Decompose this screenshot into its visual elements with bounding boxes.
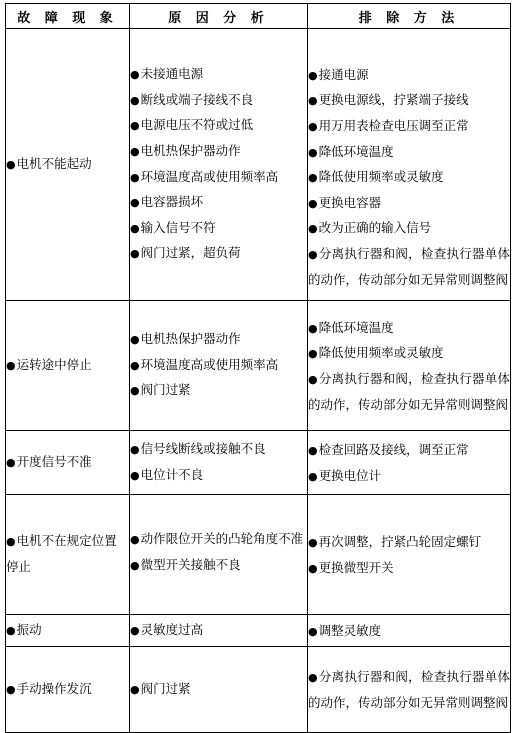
bullet-icon: ●	[130, 682, 140, 696]
cause-item	[130, 190, 307, 216]
remedy-item	[308, 88, 510, 114]
fault-cell	[6, 431, 130, 495]
bullet-icon: ●	[6, 157, 16, 171]
fault-text: 开度信号不准	[16, 453, 92, 469]
cause-text: 阀门过紧	[140, 382, 191, 398]
header-fault: 故 障 现 象	[6, 4, 130, 29]
table-row	[6, 29, 511, 301]
bullet-icon: ●	[308, 171, 318, 185]
cause-item	[130, 378, 307, 404]
cause-text: 未接通电源	[140, 66, 204, 82]
fault-cell	[6, 647, 130, 733]
fault-cell	[6, 615, 130, 647]
remedy-item	[308, 242, 510, 292]
cause-cell	[130, 29, 308, 301]
cause-item	[130, 88, 307, 114]
cause-text: 环境温度高或使用频率高	[140, 168, 279, 184]
remedy-text: 分离执行器和阀，检查执行器单体的动作，传动部分如无异常则调整阀	[308, 245, 510, 287]
remedy-item	[308, 216, 510, 242]
bullet-icon: ●	[308, 94, 318, 108]
remedy-item	[308, 464, 510, 490]
fault-cell	[6, 301, 130, 431]
cause-item	[130, 113, 307, 139]
remedy-item	[308, 341, 510, 367]
bullet-icon: ●	[6, 535, 16, 549]
bullet-icon: ●	[6, 682, 16, 696]
cause-text: 电位计不良	[140, 466, 204, 482]
troubleshooting-table	[5, 3, 511, 733]
cause-item	[130, 553, 307, 579]
cause-cell	[130, 431, 308, 495]
remedy-item	[308, 140, 510, 166]
remedy-text: 分离执行器和阀，检查执行器单体的动作，传动部分如无异常则调整阀	[308, 371, 510, 412]
remedy-item	[308, 530, 510, 556]
remedy-item	[308, 438, 510, 464]
cause-item	[130, 437, 307, 463]
fault-text: 电机不能起动	[16, 155, 92, 171]
remedy-text: 检查回路及接线，调至正常	[318, 441, 469, 457]
remedy-item	[308, 114, 510, 140]
bullet-icon: ●	[308, 535, 318, 549]
bullet-icon: ●	[308, 120, 318, 134]
cause-text: 输入信号不符	[140, 219, 216, 235]
cause-item	[130, 327, 307, 353]
cause-text: 电容器损坏	[140, 194, 204, 210]
bullet-icon: ●	[308, 68, 318, 82]
cause-text: 环境温度高或使用频率高	[140, 356, 279, 372]
bullet-icon: ●	[308, 222, 318, 236]
cause-text: 电机热保护器动作	[140, 142, 241, 158]
cause-item	[130, 353, 307, 379]
remedy-text: 调整灵敏度	[318, 622, 382, 638]
bullet-icon: ●	[308, 561, 318, 575]
table-body	[6, 29, 511, 733]
remedy-cell	[308, 29, 511, 301]
header-cause: 原 因 分 析	[130, 4, 308, 29]
cause-cell	[130, 301, 308, 431]
bullet-icon: ●	[130, 532, 140, 546]
table-row	[6, 495, 511, 615]
table-row	[6, 301, 511, 431]
cause-cell	[130, 495, 308, 615]
remedy-text: 用万用表检查电压调至正常	[318, 118, 469, 134]
remedy-text: 更换电容器	[318, 194, 382, 210]
table-row	[6, 431, 511, 495]
bullet-icon: ●	[308, 624, 318, 638]
bullet-icon: ●	[308, 145, 318, 159]
bullet-icon: ●	[308, 247, 318, 261]
bullet-icon: ●	[130, 119, 140, 133]
cause-text: 断线或端子接线不良	[140, 91, 254, 107]
bullet-icon: ●	[130, 384, 140, 398]
cause-item	[130, 165, 307, 191]
remedy-cell	[308, 615, 511, 647]
bullet-icon: ●	[308, 196, 318, 210]
header-row	[6, 4, 511, 29]
remedy-text: 改为正确的输入信号	[318, 220, 432, 236]
cause-item	[130, 677, 307, 703]
bullet-icon: ●	[130, 170, 140, 184]
bullet-icon: ●	[130, 333, 140, 347]
bullet-icon: ●	[308, 347, 318, 361]
remedy-text: 更换微型开关	[318, 559, 394, 575]
bullet-icon: ●	[308, 321, 318, 335]
cause-text: 阀门过紧，超负荷	[140, 245, 241, 261]
bullet-icon: ●	[308, 443, 318, 457]
bullet-icon: ●	[308, 671, 318, 685]
remedy-text: 分离执行器和阀，检查执行器单体的动作，传动部分如无异常则调整阀	[308, 669, 510, 710]
remedy-text: 降低使用频率或灵敏度	[318, 169, 444, 185]
header-remedy: 排 除 方 法	[308, 4, 511, 29]
remedy-item	[308, 316, 510, 342]
bullet-icon: ●	[130, 358, 140, 372]
bullet-icon: ●	[130, 623, 140, 637]
cause-text: 电机热保护器动作	[140, 331, 241, 347]
cause-item	[130, 618, 307, 644]
remedy-cell	[308, 301, 511, 431]
table-row	[6, 647, 511, 733]
cause-item	[130, 62, 307, 88]
remedy-cell	[308, 431, 511, 495]
bullet-icon: ●	[130, 468, 140, 482]
cause-item	[130, 216, 307, 242]
cause-text: 动作限位开关的凸轮角度不准	[140, 530, 304, 546]
cause-cell	[130, 647, 308, 733]
cause-text: 电源电压不符或过低	[140, 117, 254, 133]
remedy-text: 接通电源	[318, 66, 369, 82]
cause-text: 灵敏度过高	[140, 621, 204, 637]
remedy-text: 降低环境温度	[318, 319, 394, 335]
remedy-text: 降低使用频率或灵敏度	[318, 345, 444, 361]
bullet-icon: ●	[130, 221, 140, 235]
remedy-item	[308, 619, 510, 645]
bullet-icon: ●	[130, 93, 140, 107]
cause-text: 阀门过紧	[140, 680, 191, 696]
cause-item	[130, 463, 307, 489]
bullet-icon: ●	[130, 68, 140, 82]
bullet-icon: ●	[130, 196, 140, 210]
bullet-icon: ●	[6, 623, 16, 637]
remedy-item	[308, 367, 510, 417]
remedy-item	[308, 165, 510, 191]
cause-text: 信号线断线或接触不良	[140, 440, 266, 456]
remedy-text: 更换电源线，拧紧端子接线	[318, 92, 469, 108]
remedy-text: 降低环境温度	[318, 143, 394, 159]
table-row	[6, 615, 511, 647]
bullet-icon: ●	[130, 442, 140, 456]
bullet-icon: ●	[308, 469, 318, 483]
fault-cell	[6, 495, 130, 615]
cause-cell	[130, 615, 308, 647]
cause-item	[130, 241, 307, 267]
bullet-icon: ●	[6, 358, 16, 372]
bullet-icon: ●	[6, 455, 16, 469]
cause-item	[130, 139, 307, 165]
bullet-icon: ●	[130, 144, 140, 158]
remedy-item	[308, 665, 510, 715]
remedy-cell	[308, 495, 511, 615]
remedy-item	[308, 63, 510, 89]
fault-cell	[6, 29, 130, 301]
cause-text: 微型开关接触不良	[140, 556, 241, 572]
remedy-cell	[308, 647, 511, 733]
remedy-item	[308, 556, 510, 582]
fault-text: 振动	[16, 621, 42, 637]
fault-text: 电机不在规定位置停止	[6, 533, 117, 574]
cause-item	[130, 527, 307, 553]
fault-text: 手动操作发沉	[16, 680, 92, 696]
remedy-item	[308, 191, 510, 217]
bullet-icon: ●	[308, 373, 318, 386]
remedy-text: 再次调整，拧紧凸轮固定螺钉	[318, 533, 482, 549]
bullet-icon: ●	[130, 558, 140, 572]
fault-text: 运转途中停止	[16, 356, 92, 372]
bullet-icon: ●	[130, 247, 140, 261]
remedy-text: 更换电位计	[318, 467, 382, 483]
